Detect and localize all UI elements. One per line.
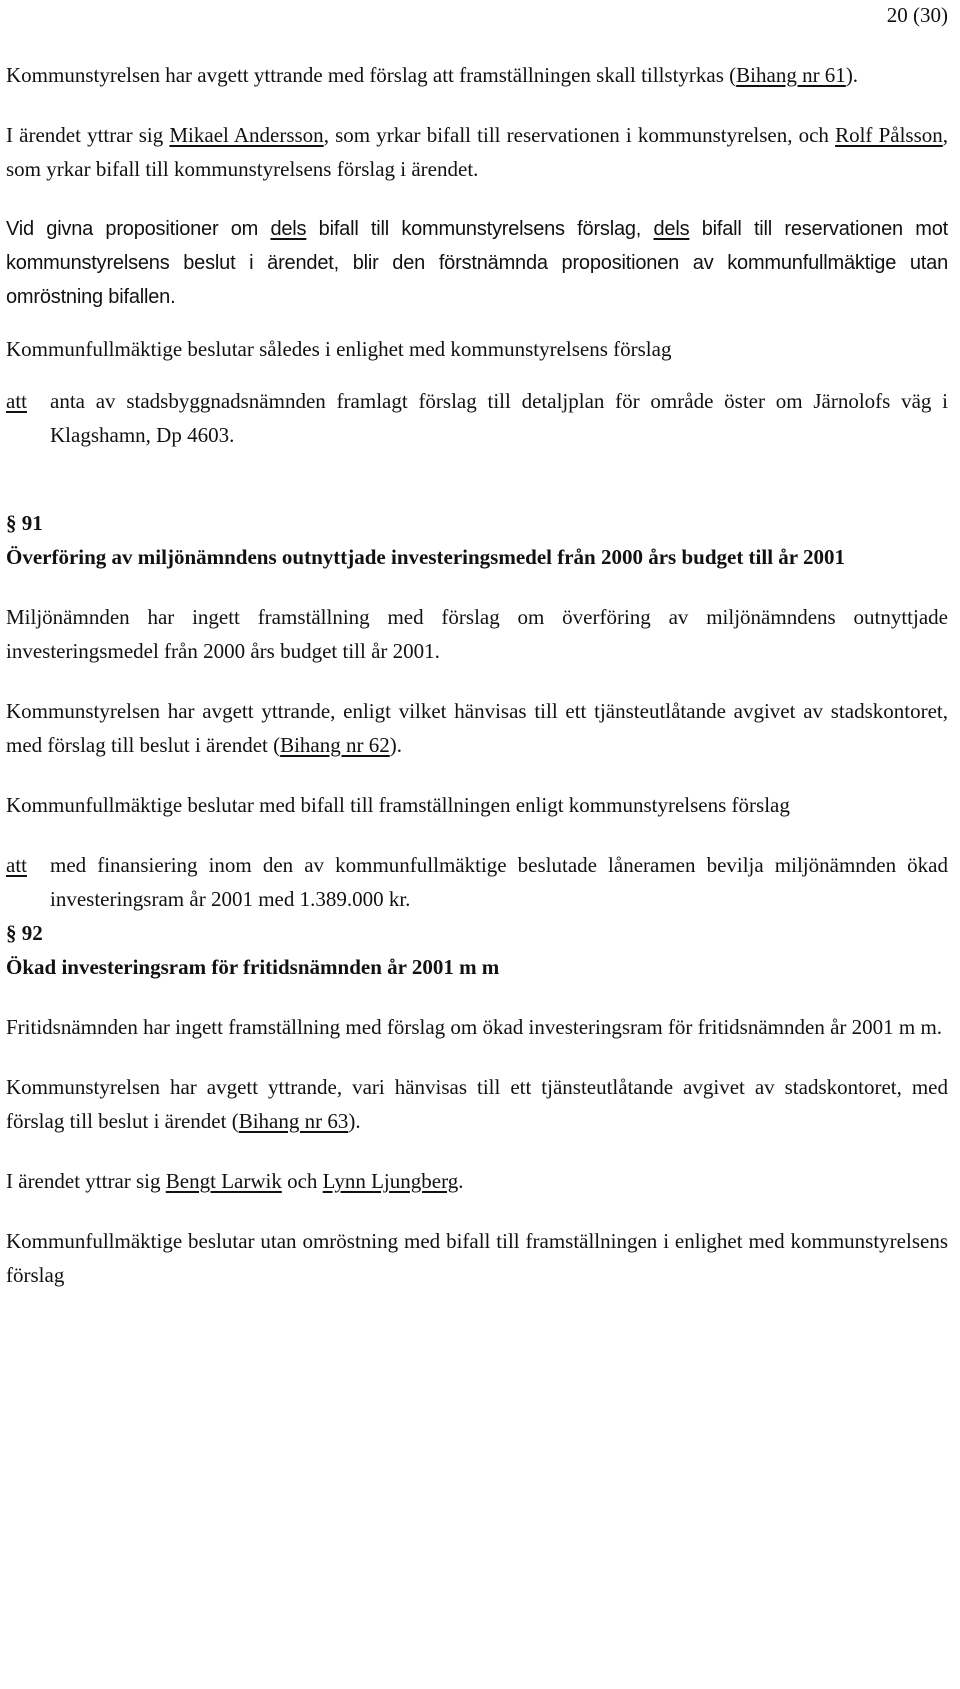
dels-marker: dels xyxy=(270,218,307,240)
att-clause xyxy=(6,384,948,452)
paragraph-decision: Kommunfullmäktige beslutar utan omröstning med bifall till framställningen i enlighet med kommunstyrelsens förslag xyxy=(6,1229,948,1287)
bihang-reference: Bihang nr 62 xyxy=(280,733,390,757)
att-text: med finansiering inom den av kommunfullmäktige beslutade låneramen bevilja miljönämnden ökad investeringsram år 2001 med 1.389.000 kr. xyxy=(50,853,948,911)
document-body xyxy=(6,58,948,1292)
page-number: 20 (30) xyxy=(886,3,948,27)
section-title: Ökad investeringsram för fritidsnämnden år 2001 m m xyxy=(6,955,500,979)
paragraph-propositions: Vid givna propositioner om dels bifall till kommunstyrelsens förslag, dels bifall till reservationen mot kommunstyrelsens beslut i ärendet, blir den förstnämnda propositionen av kommunfullmäktige utan omröstning bifallen. xyxy=(6,218,948,308)
att-text: anta av stadsbyggnadsnämnden framlagt förslag till detaljplan för område öster om Järnolofs väg i Klagshamn, Dp 4603. xyxy=(50,389,948,447)
paragraph-framstallning: Fritidsnämnden har ingett framställning med förslag om ökad investeringsram för fritidsnämnden år 2001 m m. xyxy=(6,1015,943,1039)
speaker-name: Bengt Larwik xyxy=(165,1169,282,1193)
speaker-name: Rolf Pålsson xyxy=(835,123,943,147)
paragraph-ks-yttrande: Kommunstyrelsen har avgett yttrande med förslag att framställningen skall tillstyrkas (Bihang nr 61). xyxy=(6,63,859,87)
paragraph-framstallning: Miljönämnden har ingett framställning med förslag om överföring av miljönämndens outnyttjade investeringsmedel från 2000 års budget till år 2001. xyxy=(6,605,948,663)
att-key: att xyxy=(6,853,27,877)
dels-marker: dels xyxy=(653,218,690,240)
paragraph-decision: Kommunfullmäktige beslutar således i enlighet med kommunstyrelsens förslag xyxy=(6,337,672,361)
att-key: att xyxy=(6,389,27,413)
paragraph-ks-yttrande: Kommunstyrelsen har avgett yttrande, enligt vilket hänvisas till ett tjänsteutlåtande avgivet av stadskontoret, med förslag till beslut i ärendet (Bihang nr 62). xyxy=(6,699,948,757)
att-clause xyxy=(6,848,948,916)
section-number: § 92 xyxy=(6,921,43,945)
paragraph-decision: Kommunfullmäktige beslutar med bifall till framställningen enligt kommunstyrelsens förslag xyxy=(6,793,790,817)
speaker-name: Lynn Ljungberg xyxy=(322,1169,459,1193)
bihang-reference: Bihang nr 63 xyxy=(238,1109,349,1133)
paragraph-speakers: I ärendet yttrar sig Bengt Larwik och Lynn Ljungberg. xyxy=(6,1169,464,1193)
section-title: Överföring av miljönämndens outnyttjade investeringsmedel från 2000 års budget till år 2001 xyxy=(6,545,845,569)
speaker-name: Mikael Andersson xyxy=(169,123,324,147)
section-number: § 91 xyxy=(6,511,43,535)
bihang-reference: Bihang nr 61 xyxy=(736,63,846,87)
paragraph-speakers: I ärendet yttrar sig Mikael Andersson, som yrkar bifall till reservationen i kommunstyrelsen, och Rolf Pålsson, som yrkar bifall till kommunstyrelsens förslag i ärendet. xyxy=(6,123,949,181)
paragraph-ks-yttrande: Kommunstyrelsen har avgett yttrande, vari hänvisas till ett tjänsteutlåtande avgivet av stadskontoret, med förslag till beslut i ärendet (Bihang nr 63). xyxy=(6,1075,948,1133)
